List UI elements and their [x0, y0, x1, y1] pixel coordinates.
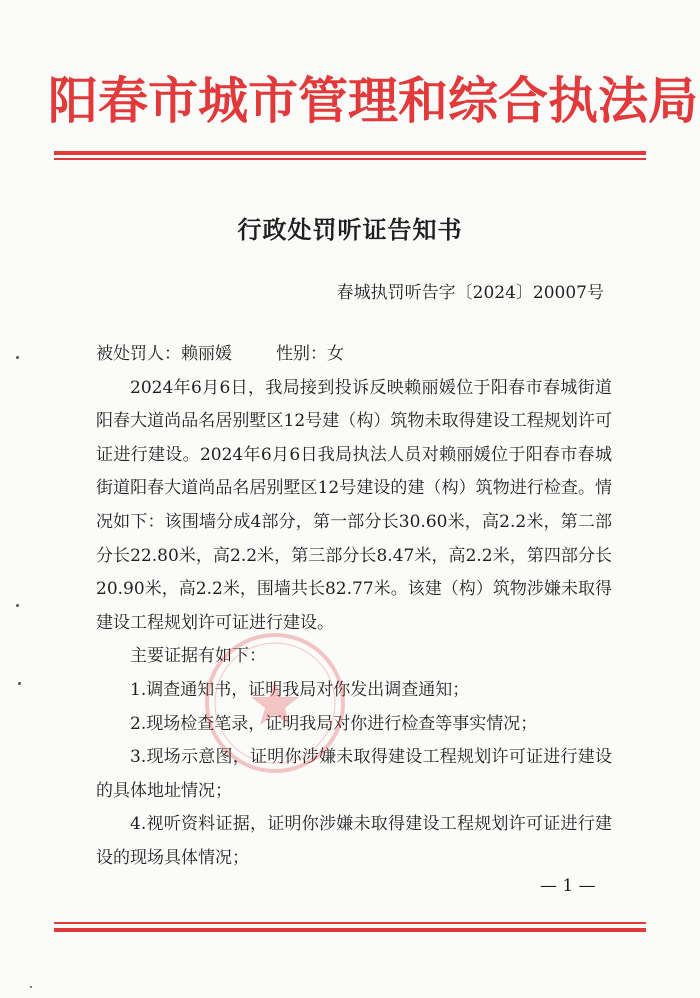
party-name-label: 被处罚人： [96, 344, 181, 364]
document-title: 行政处罚听证告知书 [237, 215, 463, 244]
scan-speck [18, 682, 21, 685]
issuing-authority-header: 阳春市城市管理和综合执法局 [48, 71, 698, 130]
footer-red-rule-thick [54, 928, 646, 932]
header-red-rule-thick [54, 151, 646, 155]
page-number: — 1 — [540, 876, 596, 896]
document-body [96, 338, 612, 876]
party-name: 赖丽媛 [181, 344, 232, 364]
scan-speck [16, 604, 19, 607]
document-number: 春城执罚听告字〔2024〕20007号 [336, 283, 604, 303]
facts-paragraph: 2024年6月6日，我局接到投诉反映赖丽媛位于阳春市春城街道阳春大道尚品名居别墅区12号建（构）筑物未取得建设工程规划许可证进行建设。2024年6月6日我局执法人员对赖丽媛位于阳春市春城街道阳春大道尚品名居别墅区12号建设的建（构）筑物进行检查。情况如下：该围墙分成4部分，第一部分长30.60米，高2.2米，第二部分长22.80米，高2.2米，第三部分长8.47米，高2.2米，第四部分长20.90米，高2.2米，围墙共长82.77米。该建（构）筑物涉嫌未取得建设工程规划许可证进行建设。 [96, 377, 612, 633]
evidence-item-1: 1.调查通知书，证明我局对你发出调查通知； [130, 679, 470, 700]
party-gender-label: 性别： [276, 344, 327, 364]
header-red-rule-thin [54, 158, 646, 160]
footer-red-rule-thin [54, 922, 646, 924]
evidence-heading: 主要证据有如下： [130, 646, 266, 667]
official-seal-icon [200, 628, 350, 778]
party-line [96, 338, 612, 372]
evidence-item-4: 4.视听资料证据，证明你涉嫌未取得建设工程规划许可证进行建设的现场具体情况； [96, 814, 612, 868]
evidence-item-2: 2.现场检查笔录，证明我局对你进行检查等事实情况； [130, 713, 538, 734]
party-gender: 女 [327, 344, 344, 364]
evidence-item-3: 3.现场示意图，证明你涉嫌未取得建设工程规划许可证进行建设的具体地址情况； [96, 747, 612, 801]
scan-speck [16, 356, 19, 359]
scan-speck [30, 986, 32, 988]
